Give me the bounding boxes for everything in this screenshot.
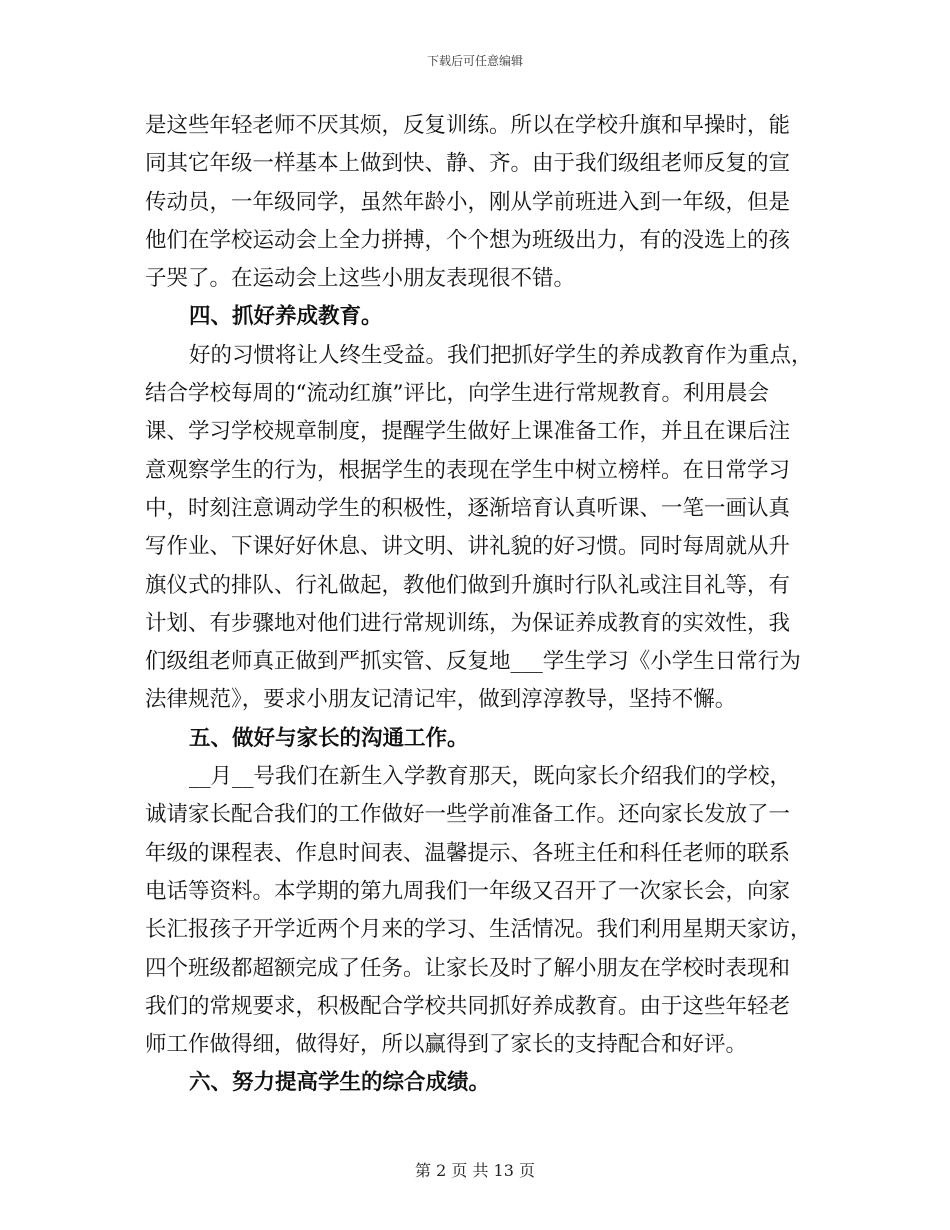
document-body [145, 107, 813, 1103]
body-line: 中，时刻注意调动学生的积极性，逐渐培育认真听课、一笔一画认真 [145, 495, 791, 521]
section-heading-4: 四、抓好养成教育。 [189, 304, 383, 330]
body-line: 是这些年轻老师不厌其烦，反复训练。所以在学校升旗和早操时，能 [145, 113, 791, 138]
body-line: 四个班级都超额完成了任务。让家长及时了解小朋友在学校时表现和 [145, 955, 791, 981]
body-line: 们级组老师真正做到严抓实管、反复地___学生学习《小学生日常行为 [145, 649, 801, 675]
body-line: 写作业、下课好好休息、讲文明、讲礼貌的好习惯。同时每周就从升 [145, 534, 791, 560]
body-line: 同其它年级一样基本上做到快、静、齐。由于我们级组老师反复的宣 [145, 151, 791, 177]
body-line: 结合学校每周的“流动红旗”评比，向学生进行常规教育。利用晨会 [145, 381, 769, 407]
section-heading-6: 六、努力提高学生的综合成绩。 [189, 1070, 491, 1096]
body-line: 意观察学生的行为，根据学生的表现在学生中树立榜样。在日常学习 [145, 457, 791, 483]
body-line: 年级的课程表、作息时间表、温馨提示、各班主任和科任老师的联系 [145, 840, 791, 866]
body-line: 计划、有步骤地对他们进行常规训练，为保证养成教育的实效性，我 [145, 610, 791, 636]
paragraph-first-line: 好的习惯将让人终生受益。我们把抓好学生的养成教育作为重点， [189, 342, 813, 368]
body-line: 他们在学校运动会上全力拼搏，个个想为班级出力，有的没选上的孩 [145, 227, 791, 253]
body-line: 师工作做得细，做得好，所以赢得到了家长的支持配合和好评。 [145, 1032, 748, 1058]
header-note: 下载后可任意编辑 [426, 54, 523, 68]
paragraph-first-line: __月__号我们在新生入学教育那天，既向家长介绍我们的学校， [189, 764, 792, 790]
section-heading-5: 五、做好与家长的沟通工作。 [189, 725, 469, 751]
body-line: 我们的常规要求，积极配合学校共同抓好养成教育。由于这些年轻老 [145, 993, 791, 1019]
page-number: 第 2 页 共 13 页 [415, 1161, 535, 1180]
body-line: 课、学习学校规章制度，提醒学生做好上课准备工作，并且在课后注 [145, 419, 791, 445]
body-line: 诚请家长配合我们的工作做好一些学前准备工作。还向家长发放了一 [145, 802, 791, 828]
body-line: 电话等资料。本学期的第九周我们一年级又召开了一次家长会，向家 [145, 878, 791, 904]
body-line: 传动员，一年级同学，虽然年龄小，刚从学前班进入到一年级，但是 [145, 189, 791, 215]
body-line: 旗仪式的排队、行礼做起，教他们做到升旗时行队礼或注目礼等，有 [145, 572, 791, 598]
body-line: 长汇报孩子开学近两个月来的学习、生活情况。我们利用星期天家访， [145, 917, 812, 943]
body-line: 法律规范》，要求小朋友记清记牢，做到淳淳教导，坚持不懈。 [145, 687, 737, 713]
body-line: 子哭了。在运动会上这些小朋友表现很不错。 [145, 266, 576, 292]
